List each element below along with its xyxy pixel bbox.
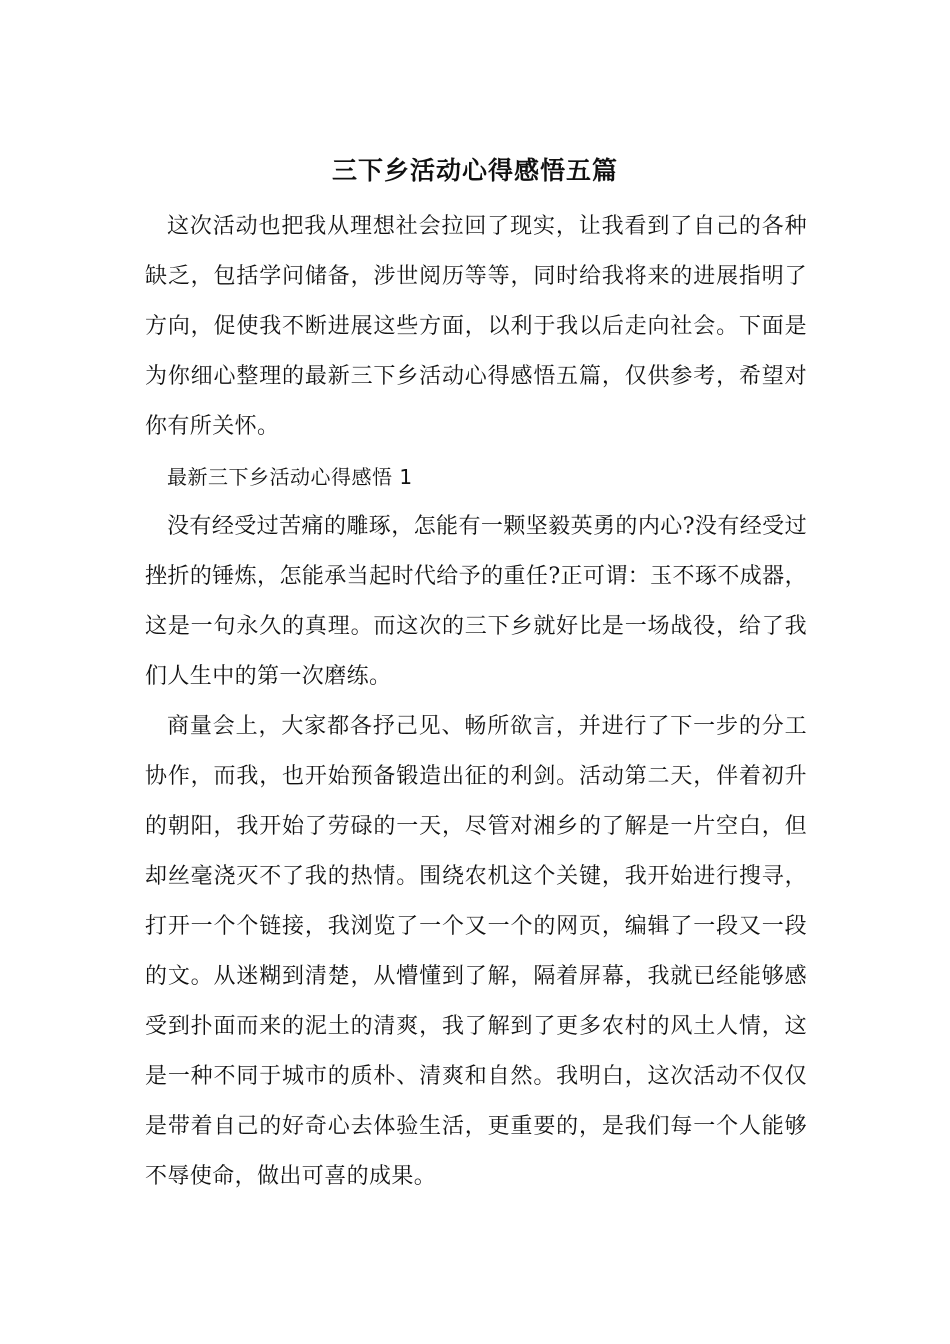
body-paragraph-2: 商量会上，大家都各抒己见、畅所欲言，并进行了下一步的分工协作，而我，也开始预备锻造出征的利剑。活动第二天，伴着初升的朝阳，我开始了劳碌的一天，尽管对湘乡的了解是一片空白，但却丝毫浇灭不了我的热情。围绕农机这个关键，我开始进行搜寻，打开一个个链接，我浏览了一个又一个的网页，编辑了一段又一段的文。从迷糊到清楚，从懵懂到了解，隔着屏幕，我就已经能够感受到扑面而来的泥土的清爽，我了解到了更多农村的风土人情，这是一种不同于城市的质朴、清爽和自然。我明白，这次活动不仅仅是带着自己的好奇心去体验生活，更重要的，是我们每一个人能够不辱使命，做出可喜的成果。: [145, 714, 807, 1189]
intro-paragraph: 这次活动也把我从理想社会拉回了现实，让我看到了自己的各种缺乏，包括学问储备，涉世阅历等等，同时给我将来的进展指明了方向，促使我不断进展这些方面，以利于我以后走向社会。下面是为你细心整理的最新三下乡活动心得感悟五篇，仅供参考，希望对你有所关怀。: [145, 214, 807, 439]
document-body: [145, 202, 807, 1202]
body-paragraph-1: 没有经受过苦痛的雕琢，怎能有一颗坚毅英勇的内心?没有经受过挫折的锤炼，怎能承当起时代给予的重任?正可谓：玉不琢不成器，这是一句永久的真理。而这次的三下乡就好比是一场战役，给了我们人生中的第一次磨练。: [145, 514, 807, 689]
document-title: 三下乡活动心得感悟五篇: [331, 156, 618, 185]
section-heading: 最新三下乡活动心得感悟 1: [167, 465, 413, 489]
